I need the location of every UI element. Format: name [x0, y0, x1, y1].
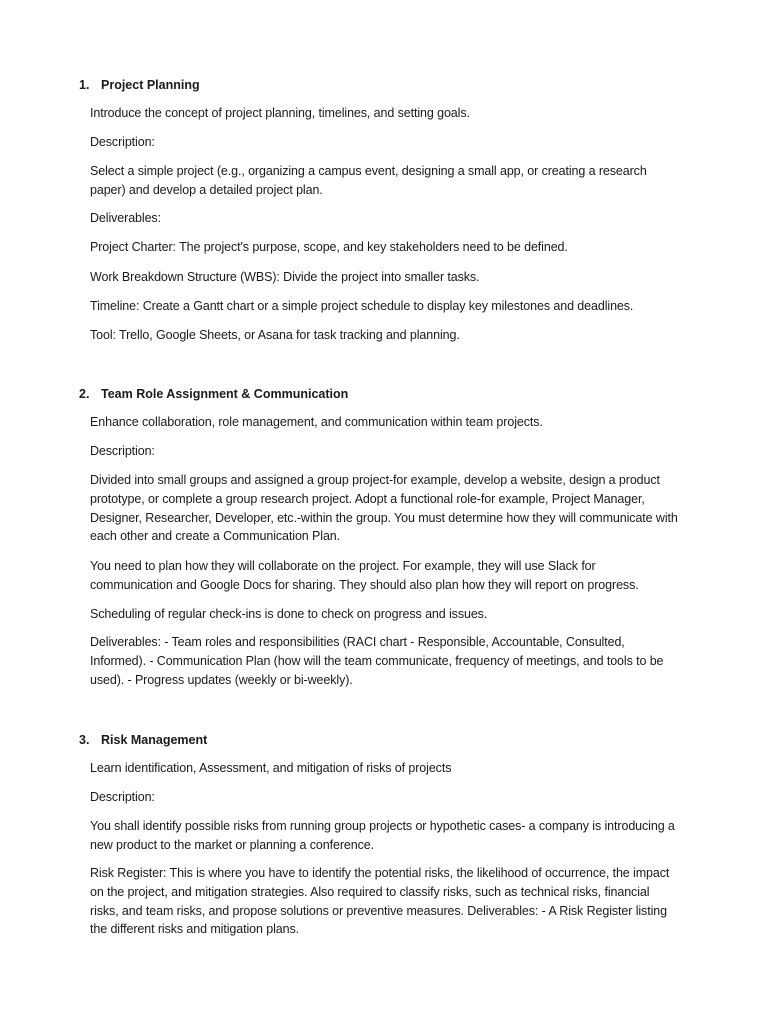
paragraph: Risk Register: This is where you have to identify the potential risks, the likelihood of occurrence, the impact on the project, and mitigation strategies. Also required to classify risks, such as technical risks, financial risks, and team risks, and propose solutions or preventive measures. Deliverables: - A Risk Register listing the different risks and mitigation plans. — [90, 866, 670, 937]
section-title: Risk Management — [101, 733, 208, 747]
section-title: Project Planning — [101, 78, 200, 92]
paragraph: Select a simple project (e.g., organizing a campus event, designing a small app, or creating a research paper) and develop a detailed project plan. — [90, 164, 647, 197]
paragraph: Project Charter: The project's purpose, scope, and key stakeholders need to be defined. — [90, 240, 568, 254]
section-number: 1. — [79, 78, 90, 92]
paragraph: Deliverables: — [90, 211, 161, 225]
paragraph: Enhance collaboration, role management, and communication within team projects. — [90, 415, 543, 429]
section-heading — [79, 732, 207, 748]
paragraph: Learn identification, Assessment, and mitigation of risks of projects — [90, 761, 452, 775]
paragraph: Timeline: Create a Gantt chart or a simple project schedule to display key milestones and deadlines. — [90, 299, 634, 313]
paragraph: Description: — [90, 790, 155, 804]
section-title: Team Role Assignment & Communication — [101, 387, 349, 401]
paragraph: You shall identify possible risks from running group projects or hypothetic cases- a company is introducing a new product to the market or planning a conference. — [90, 819, 675, 852]
paragraph: Description: — [90, 444, 155, 458]
paragraph: You need to plan how they will collaborate on the project. For example, they will use Slack for communication and Google Docs for sharing. They should also plan how they will report on progress. — [90, 559, 639, 592]
paragraph: Description: — [90, 135, 155, 149]
paragraph: Tool: Trello, Google Sheets, or Asana for task tracking and planning. — [90, 328, 460, 342]
paragraph: Work Breakdown Structure (WBS): Divide the project into smaller tasks. — [90, 270, 480, 284]
paragraph: Introduce the concept of project planning, timelines, and setting goals. — [90, 106, 470, 120]
section-number: 3. — [79, 733, 90, 747]
paragraph: Deliverables: - Team roles and responsibilities (RACI chart - Responsible, Accountable, Consulted, Informed). - Communication Plan (how will the team communicate, frequency of meetings, and tools to be used). - Progress updates (weekly or bi-weekly). — [90, 635, 664, 687]
paragraph: Scheduling of regular check-ins is done to check on progress and issues. — [90, 607, 488, 621]
paragraph: Divided into small groups and assigned a group project-for example, develop a website, design a product prototype, or complete a group research project. Adopt a functional role-for example, Project Manager, Designer, Researcher, Developer, etc.-within the group. You must determine how they will communicate with each other and create a Communication Plan. — [90, 473, 678, 544]
section-heading — [79, 77, 200, 93]
section-number: 2. — [79, 387, 90, 401]
section-heading — [79, 386, 348, 402]
